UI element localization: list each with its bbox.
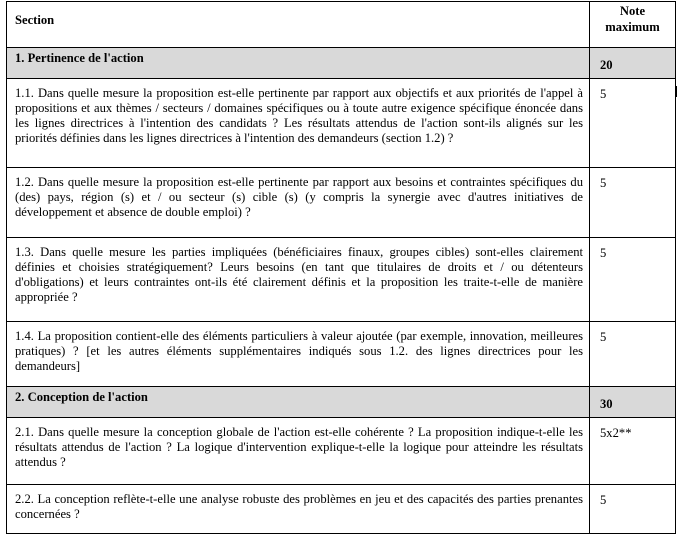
note-header-label: Note maximum	[605, 4, 660, 34]
criterion-text: 1.4. La proposition contient-elle des éléments particuliers à valeur ajoutée (par exemple, innovation, meilleures pratiques) ? [et les autres éléments supplémentaires indiqués sous 1.2. des lignes directrices pour les demandeurs]	[15, 329, 583, 373]
criterion-text: 1.2. Dans quelle mesure la proposition est-elle pertinente par rapport aux besoins et contraintes spécifiques du (des) pays, région (s) et / ou secteur (s) cible (s) (y compris la synergie avec d'autres initiatives de développement et absence de double emploi) ?	[15, 175, 583, 219]
criterion-score-cell	[590, 322, 676, 387]
criterion-score: 5	[600, 330, 607, 344]
section-title-cell	[7, 387, 590, 418]
criterion-text: 2.1. Dans quelle mesure la conception globale de l'action est-elle cohérente ? La proposition indique-t-elle les résultats attendus de l'action ? La logique d'intervention explique-t-elle la logique pour atteindre les résultats attendus ?	[15, 425, 583, 469]
criterion-row	[7, 418, 676, 485]
section-row	[7, 48, 676, 79]
criterion-score-cell	[590, 168, 676, 238]
criterion-text: 1.1. Dans quelle mesure la proposition est-elle pertinente par rapport aux objectifs et aux priorités de l'appel à propositions et aux thèmes / secteurs / domaines spécifiques ou à toute autre exigence spécifique énoncée dans les lignes directrices à l'intention des candidats ? Les résultats attendus de l'action sont-ils alignés sur les priorités définies dans les lignes directrices à l'intention des demandeurs (section 1.2) ?	[15, 86, 583, 145]
criterion-row	[7, 238, 676, 322]
section-max-score: 30	[600, 397, 613, 411]
criterion-score-cell	[590, 79, 676, 168]
criterion-score: 5	[600, 246, 607, 260]
section-title-cell	[7, 48, 590, 79]
section-title: 1. Pertinence de l'action	[15, 51, 144, 65]
criterion-score: 5	[600, 87, 607, 101]
criterion-text-cell	[7, 485, 590, 534]
note-header-cell	[590, 2, 676, 48]
criterion-row	[7, 485, 676, 534]
section-row	[7, 387, 676, 418]
section-max-cell	[590, 387, 676, 418]
section-header-label: Section	[15, 13, 55, 27]
criterion-text: 1.3. Dans quelle mesure les parties impliquées (bénéficiaires finaux, groupes cibles) sont-elles clairement définies et choisies stratégiquement? Leurs besoins (en tant que titulaires de droits et / ou détenteurs d'obligations) et leurs contraintes ont-ils été clairement définis et la proposition les traite-t-elle de manière appropriée ?	[15, 245, 583, 304]
criterion-text: 2.2. La conception reflète-t-elle une analyse robuste des problèmes en jeu et des capacités des parties prenantes concernées ?	[15, 492, 583, 521]
criterion-text-cell	[7, 238, 590, 322]
criterion-score-cell	[590, 485, 676, 534]
criterion-row	[7, 79, 676, 168]
evaluation-grid	[6, 1, 676, 534]
criterion-text-cell	[7, 79, 590, 168]
criterion-row	[7, 322, 676, 387]
criterion-score: 5	[600, 176, 607, 190]
criterion-score-cell	[590, 238, 676, 322]
header-row	[7, 2, 676, 48]
section-max-score: 20	[600, 58, 613, 72]
criterion-score-cell	[590, 418, 676, 485]
section-title: 2. Conception de l'action	[15, 390, 148, 404]
criterion-row	[7, 168, 676, 238]
criterion-score: 5x2**	[600, 426, 632, 440]
criterion-text-cell	[7, 322, 590, 387]
section-max-cell	[590, 48, 676, 79]
criterion-text-cell	[7, 418, 590, 485]
criterion-text-cell	[7, 168, 590, 238]
criterion-score: 5	[600, 493, 607, 507]
section-header-cell	[7, 2, 590, 48]
